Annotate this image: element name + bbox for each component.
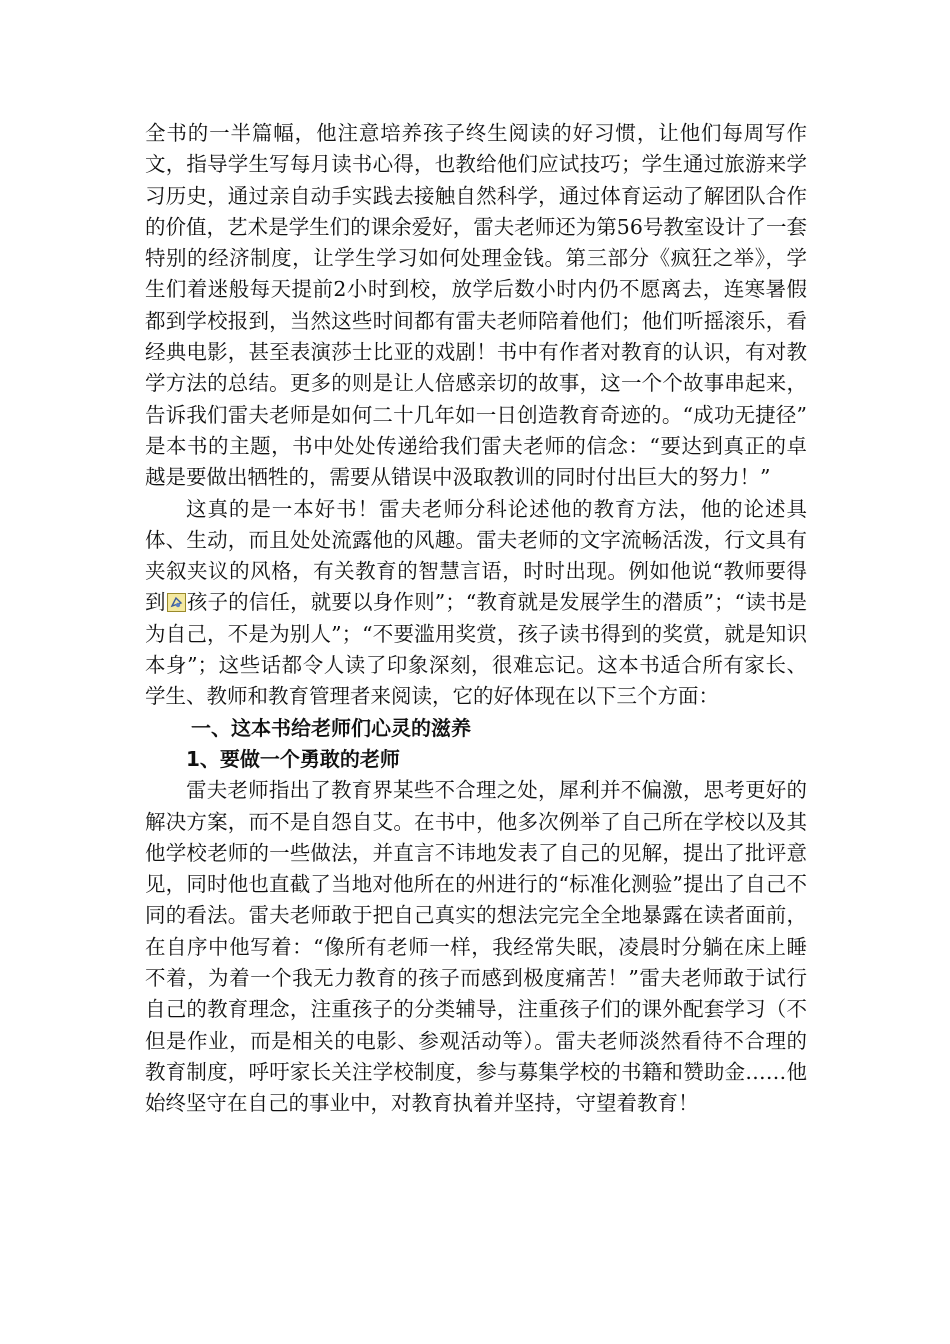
- paragraph-good-book: [145, 494, 807, 713]
- subsection-heading: 1、要做一个勇敢的老师: [186, 746, 400, 771]
- paragraph-good-book-part2: 孩子的信任，就要以身作则”；“教育就是发展学生的潜质”；“读书是为自己，不是为别人”；“不要滥用奖赏，孩子读书得到的奖赏，就是知识本身”；这些话都令人读了印象深刻，很难忘记。这本书适合所有家长、学生、教师和教育管理者来阅读，它的好体现在以下三个方面：: [145, 590, 808, 709]
- document-page: [145, 118, 807, 1120]
- paragraph-brave-teacher: 雷夫老师指出了教育界某些不合理之处，犀利并不偏激，思考更好的解决方案，而不是自怨自艾。在书中，他多次例举了自己所在学校以及其他学校老师的一些做法，并直言不讳地发表了自己的见解，提出了批评意见，同时他也直截了当地对他所在的州进行的“标准化测验”提出了自己不同的看法。雷夫老师敢于把自己真实的想法完完全全地暴露在读者面前，在自序中他写着：“像所有老师一样，我经常失眠，凌晨时分躺在床上睡不着，为着一个我无力教育的孩子而感到极度痛苦！”雷夫老师敢于试行自己的教育理念，注重孩子的分类辅导，注重孩子们的课外配套学习（不但是作业，而是相关的电影、参观活动等）。雷夫老师淡然看待不合理的教育制度，呼吁家长关注学校制度，参与募集学校的书籍和赞助金……他始终坚守在自己的事业中，对教育执着并坚持，守望着教育！: [145, 778, 807, 1116]
- broken-image-icon: [167, 593, 186, 612]
- section-heading: 一、这本书给老师们心灵的滋养: [191, 715, 471, 740]
- paragraph-continued: 全书的一半篇幅，他注意培养孩子终生阅读的好习惯，让他们每周写作文，指导学生写每月读书心得，也教给他们应试技巧；学生通过旅游来学习历史，通过亲自动手实践去接触自然科学，通过体育运动了解团队合作的价值，艺术是学生们的课余爱好，雷夫老师还为第56号教室设计了一套特别的经济制度，让学生学习如何处理金钱。第三部分《疯狂之举》，学生们着迷般每天提前2小时到校，放学后数小时内仍不愿离去，连寒暑假都到学校报到，当然这些时间都有雷夫老师陪着他们；他们听摇滚乐，看经典电影，甚至表演莎士比亚的戏剧！书中有作者对教育的认识，有对教学方法的总结。更多的则是让人倍感亲切的故事，这一个个故事串起来，告诉我们雷夫老师是如何二十几年如一日创造教育奇迹的。“成功无捷径” 是本书的主题，书中处处传递给我们雷夫老师的信念：“要达到真正的卓越是要做出牺牲的，需要从错误中汲取教训的同时付出巨大的努力！”: [145, 121, 807, 490]
- paragraph-good-book-part1: 这真的是一本好书！雷夫老师分科论述他的教育方法，他的论述具体、生动，而且处处流露他的风趣。雷夫老师的文字流畅活泼，行文具有夹叙夹议的风格，有关教育的智慧言语，时时出现。例如他说“教师要得到: [145, 496, 807, 615]
